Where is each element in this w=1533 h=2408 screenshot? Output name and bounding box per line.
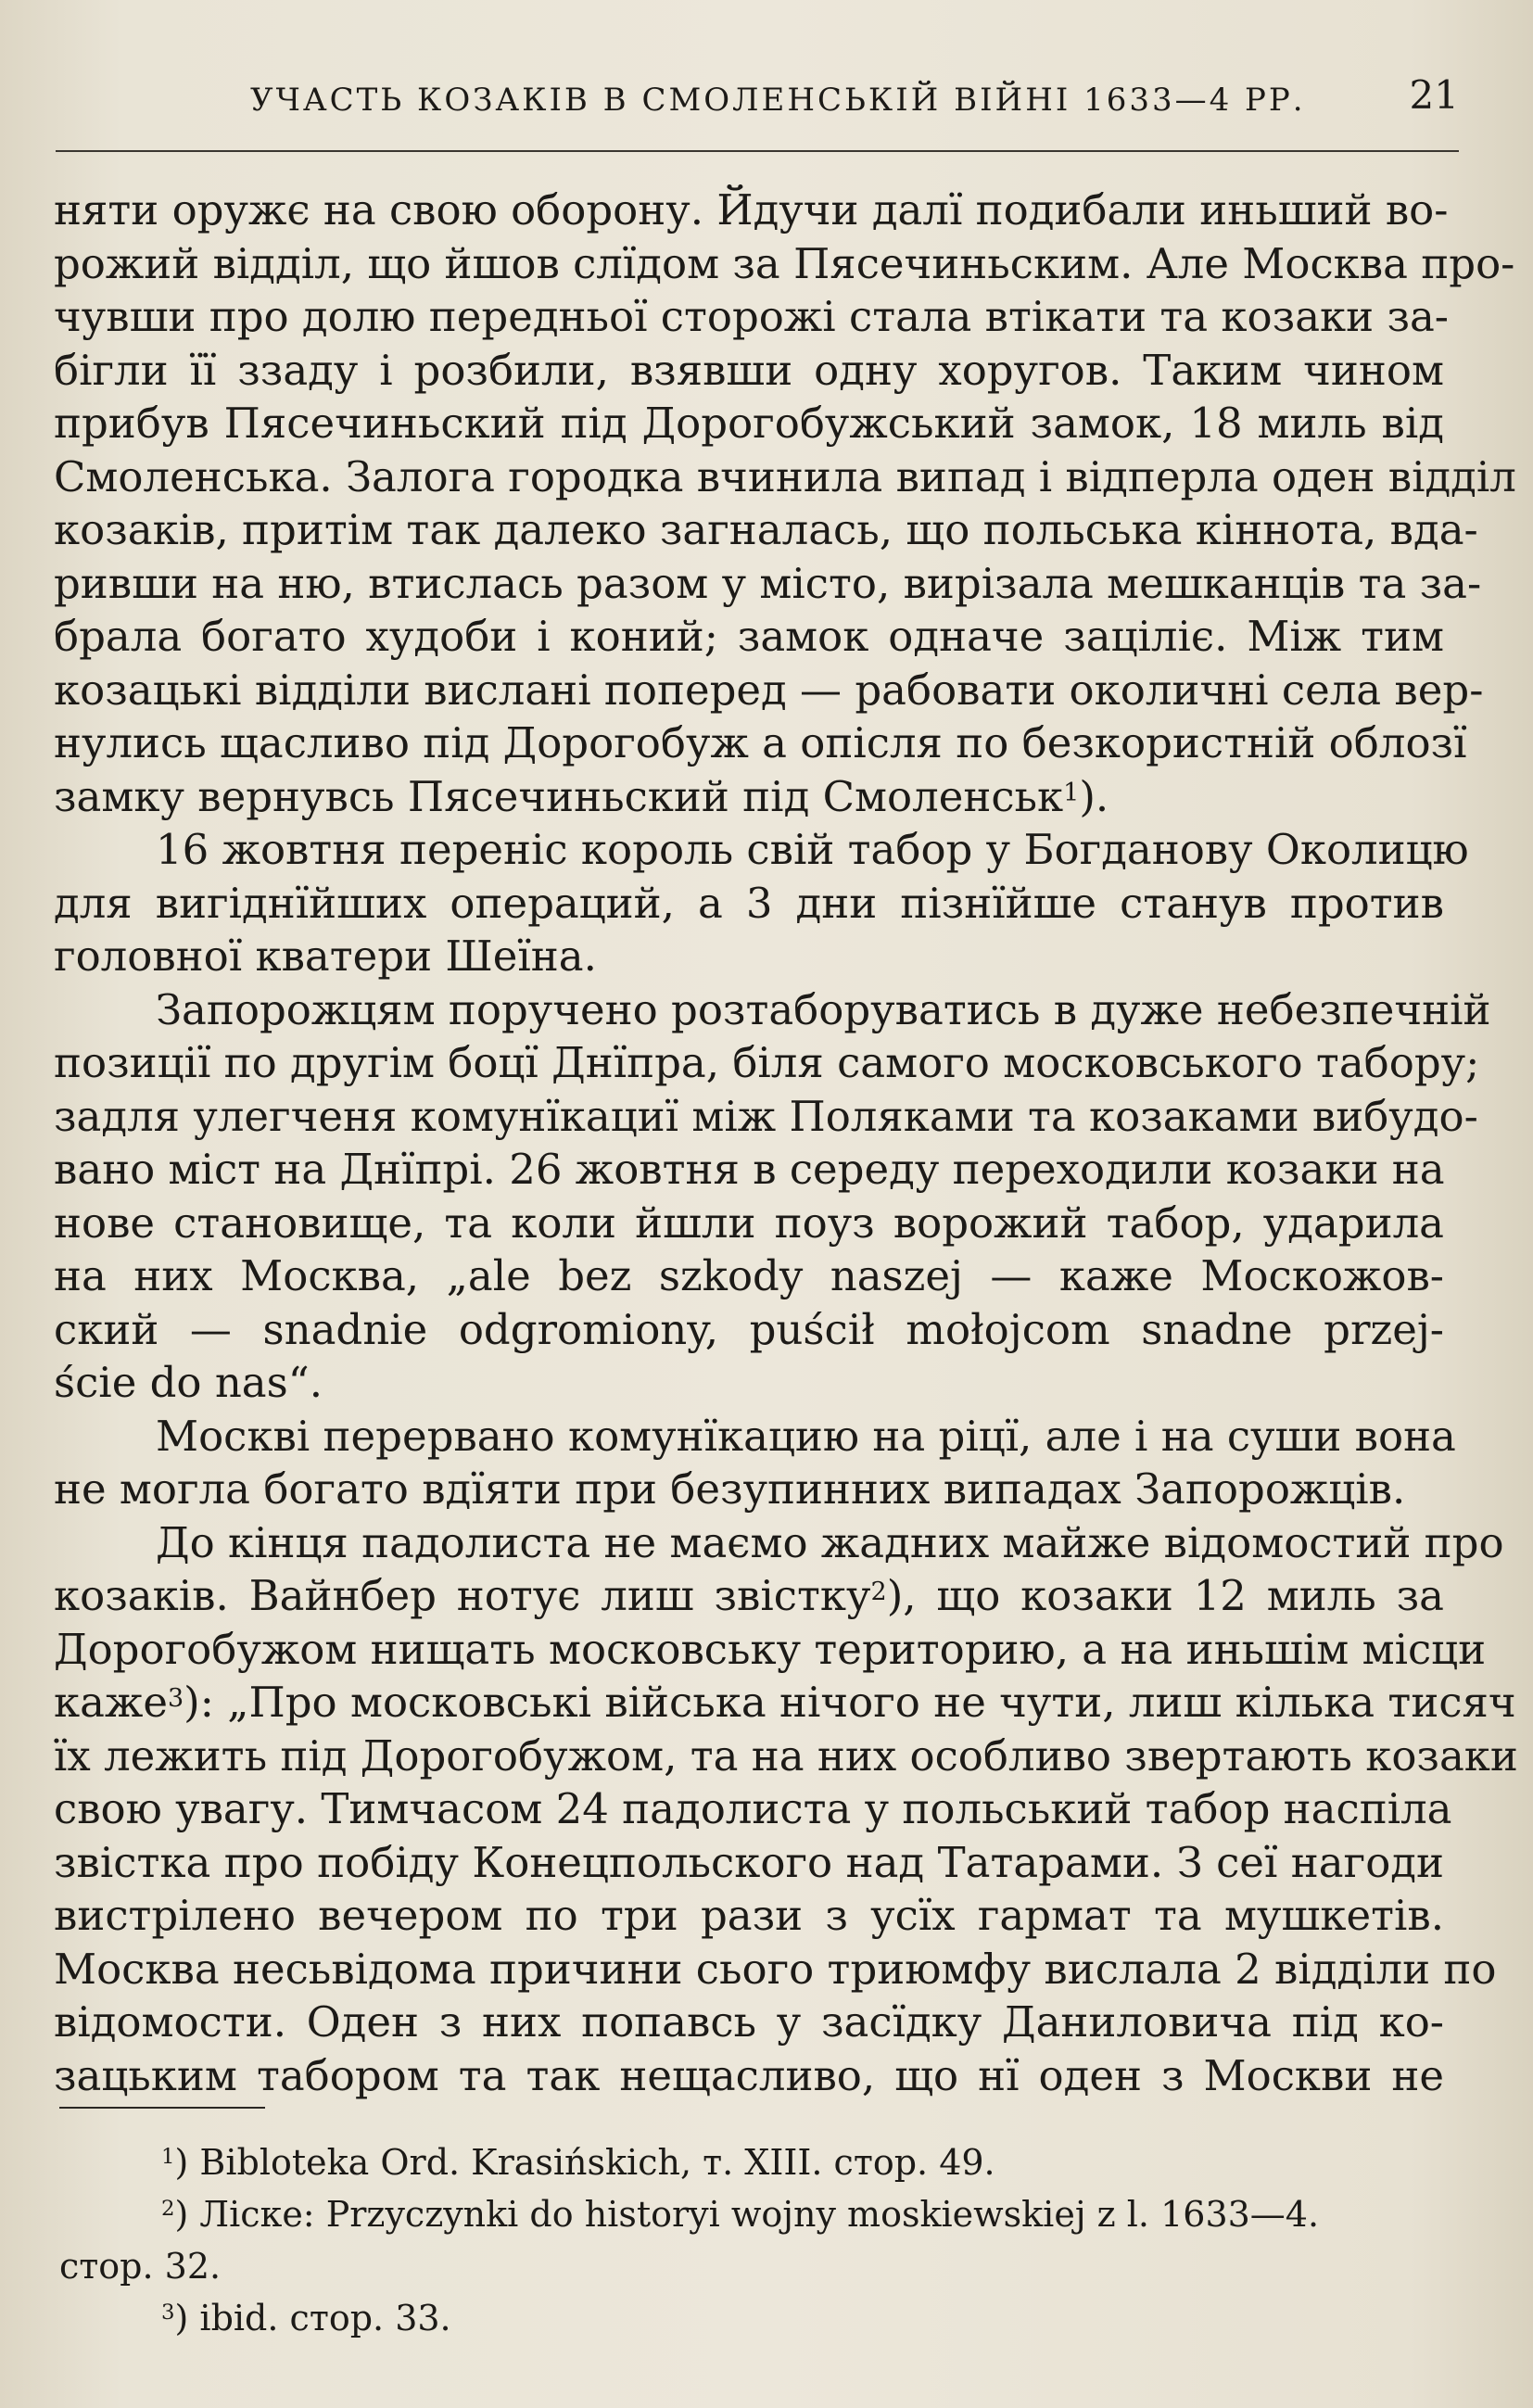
footnote-continuation: стор. 32. [59, 2246, 222, 2287]
footnote-ref: 1 [1063, 778, 1080, 807]
text-line: Москві перервано комунїкацию на ріцї, але і на суши вона [156, 1411, 1456, 1461]
footnote-mark: 3 [161, 2300, 175, 2325]
footnote-rule [59, 2107, 265, 2109]
line-text: каже [54, 1678, 168, 1727]
text-line: бігли її ззаду і розбили, взявши одну хоругов. Таким чином [54, 345, 1444, 395]
footnote-mark: 2 [161, 2197, 175, 2221]
text-line: позиції по другім боцї Днїпра, біля самого московського табору; [54, 1038, 1480, 1087]
line-text: ): „Про московські війська нічого не чути, лиш кілька тисяч [184, 1678, 1516, 1727]
footnote-text: ibid. стор. 33. [199, 2298, 451, 2338]
text-line: нулись щасливо під Дорогобуж а опісля по безкористній облозї [54, 718, 1467, 767]
text-line: нове становище, та коли йшли поуз ворожий табор, ударила [54, 1198, 1444, 1248]
footnote: $^1$) Bibloteka Ord. Krasińskich, т. XIII. стор. 49. [161, 2142, 995, 2183]
text-line: задля улегченя комунїкациї між Поляками та козаками вибудо- [54, 1091, 1478, 1141]
text-line: чувши про долю передньої сторожі стала втікати та козаки за- [54, 292, 1450, 341]
text-line: зацьким табором та так нещасливо, що нї оден з Москви не [54, 2050, 1444, 2100]
text-line [54, 770, 1444, 824]
text-line: на них Москва, „ale bez szkody naszej — каже Москожов- [54, 1251, 1444, 1300]
footnotes [59, 2136, 1450, 2344]
text-line: не могла богато вдїяти при безупинних випадах Запорожців. [54, 1464, 1406, 1514]
text-line: брала богато худоби і коний; замок одначе заціліє. Між тим [54, 612, 1444, 661]
footnote: $^3$) ibid. стор. 33. [161, 2298, 451, 2338]
footnote-ref: 3 [167, 1684, 184, 1713]
text-line: рожий відділ, що йшов слїдом за Пясечиньским. Але Москва про- [54, 238, 1515, 288]
text-line: Запорожцям поручено розтаборуватись в дуже небезпечній [156, 984, 1491, 1034]
text-line: козацькі відділи вислані поперед — рабовати околичні села вер- [54, 665, 1484, 715]
running-head: УЧАСТЬ КОЗАКІВ В СМОЛЕНСЬКІЙ ВІЙНІ 1633—4 РР. [250, 82, 1306, 119]
text-line [54, 1676, 1516, 1730]
text-line: 16 жовтня переніс король свій табор у Богданову Околицю [156, 825, 1469, 874]
text-line: головної кватери Шеїна. [54, 932, 597, 981]
text-line: їх лежить під Дорогобужом, та на них особливо звертають козаки [54, 1730, 1518, 1781]
footnote-text: Ліске: Przyczynki do historyi wojny moskiewskiej z l. 1633—4. [199, 2194, 1320, 2235]
text-line: До кінця падолиста не маємо жадних майже відомостий про [156, 1517, 1504, 1567]
text-line: прибув Пясечиньский під Дорогобужський замок, 18 миль від [54, 399, 1444, 448]
text-line: звістка про побіду Конецпольского над Татарами. З сеї нагоди [54, 1837, 1444, 1887]
text-line: ривши на ню, втислась разом у місто, вирізала мешканців та за- [54, 558, 1482, 608]
text-line: свою увагу. Тимчасом 24 падолиста у польський табор наспіла [54, 1784, 1452, 1833]
text-line: няти оружє на свою оборону. Йдучи далї подибали иньший во- [54, 185, 1449, 234]
footnote-ref: 2 [870, 1578, 887, 1606]
text-line: ście do nas“. [54, 1358, 323, 1407]
text-line: Дорогобужом нищать московську територию, а на иньшім місци [54, 1624, 1487, 1674]
footnote-text: Bibloteka Ord. Krasińskich, т. XIII. стор. 49. [199, 2142, 995, 2183]
text-line: вано міст на Днїпрі. 26 жовтня в середу переходили козаки на [54, 1145, 1445, 1194]
page-header [56, 65, 1459, 139]
line-text: ). [1079, 771, 1109, 821]
text-line: Смоленська. Залога городка вчинила випад і відперла оден відділ [54, 451, 1516, 501]
text-line: вистрілено вечером по три рази з усїх гармат та мушкетів. [54, 1891, 1444, 1940]
text-line: для вигіднїйших операций, а 3 дни пізнїйше станув против [54, 878, 1444, 928]
line-text: ), що козаки 12 миль за [886, 1571, 1445, 1620]
text-line: ский — snadnie odgromiony, puścił mołojcom snadne przej- [54, 1304, 1444, 1354]
text-line: відомости. Оден з них попавсь у засїдку Даниловича під ко- [54, 1997, 1444, 2047]
footnote: $^2$) Ліске: Przyczynki do historyi wojny moskiewskiej z l. 1633—4. [161, 2194, 1320, 2235]
text-line [54, 1569, 1444, 1623]
page-number: 21 [1409, 72, 1459, 118]
body-text [54, 184, 1518, 2102]
header-rule [56, 150, 1459, 152]
text-line: козаків, притім так далеко загналась, що польська кіннота, вда- [54, 505, 1478, 554]
footnote-mark: 1 [161, 2145, 175, 2169]
line-text: козаків. Вайнбер нотує лиш звістку [54, 1571, 871, 1620]
text-line: Москва несьвідома причини сього триюмфу вислала 2 відділи по [54, 1944, 1497, 1994]
line-text: замку вернувсь Пясечиньский під Смоленськ [54, 771, 1064, 821]
